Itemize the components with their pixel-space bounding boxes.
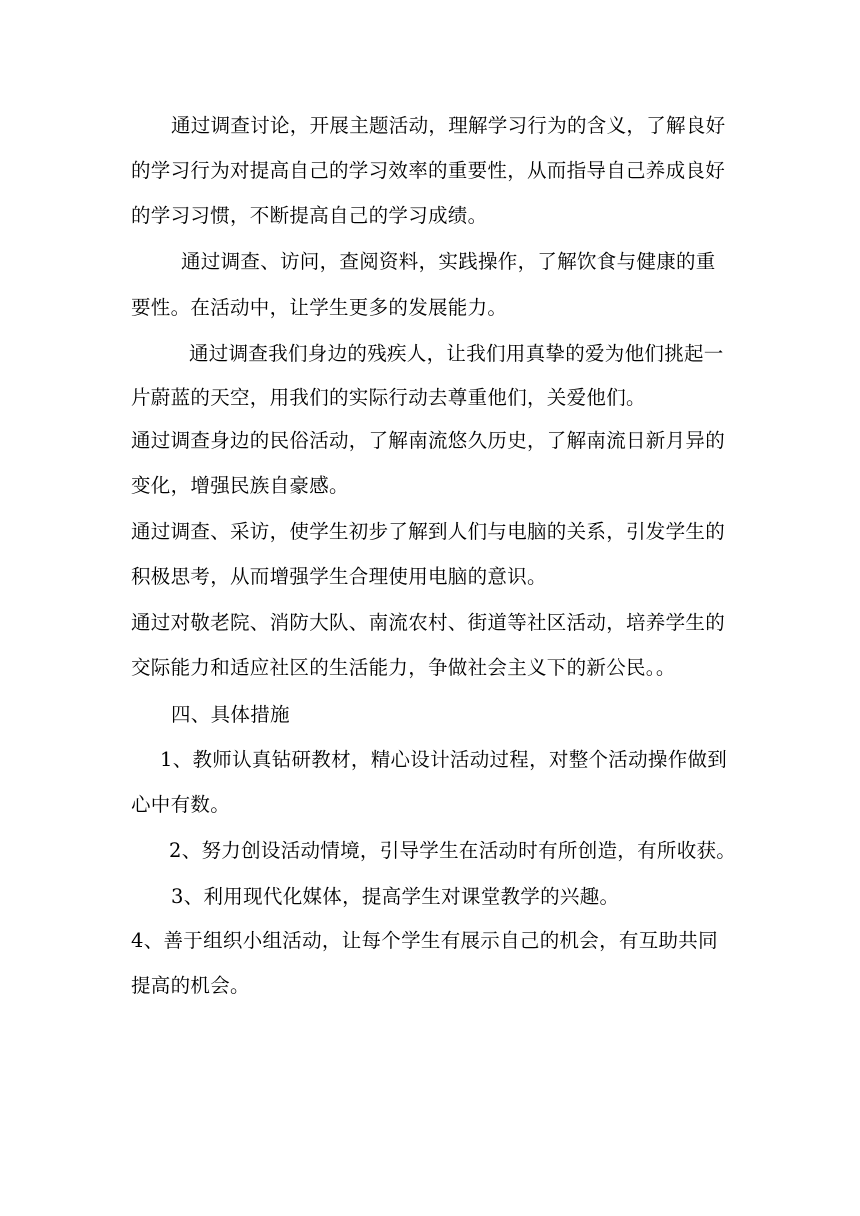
section-heading-measures: 四、具体措施 bbox=[171, 703, 290, 726]
paragraph-1-line-1: 通过调查讨论，开展主题活动，理解学习行为的含义，了解良好 bbox=[171, 114, 726, 137]
paragraph-5-line-1: 通过调查、采访，使学生初步了解到人们与电脑的关系，引发学生的 bbox=[131, 520, 726, 543]
measure-4-line-2: 提高的机会。 bbox=[131, 974, 250, 997]
paragraph-6-line-2: 交际能力和适应社区的生活能力，争做社会主义下的新公民。。 bbox=[131, 656, 676, 679]
measure-4-line-1: 4、善于组织小组活动，让每个学生有展示自己的机会，有互助共同 bbox=[131, 929, 718, 952]
paragraph-1-line-2: 的学习行为对提高自己的学习效率的重要性，从而指导自己养成良好 bbox=[131, 159, 726, 182]
paragraph-4-line-1: 通过调查身边的民俗活动，了解南流悠久历史，了解南流日新月异的 bbox=[131, 429, 726, 452]
paragraph-2-line-2: 要性。在活动中，让学生更多的发展能力。 bbox=[131, 296, 508, 319]
paragraph-5-line-2: 积极思考，从而增强学生合理使用电脑的意识。 bbox=[131, 565, 547, 588]
measure-3-line-1: 3、利用现代化媒体，提高学生对课堂教学的兴趣。 bbox=[171, 885, 620, 908]
measure-1-line-2: 心中有数。 bbox=[131, 793, 231, 816]
measure-1-line-1: 1、教师认真钻研教材，精心设计活动过程，对整个活动操作做到 bbox=[160, 748, 728, 771]
measure-2-line-1: 2、努力创设活动情境，引导学生在活动时有所创造，有所收获。 bbox=[169, 839, 737, 862]
paragraph-6-line-1: 通过对敬老院、消防大队、南流农村、街道等社区活动，培养学生的 bbox=[131, 611, 726, 634]
paragraph-3-line-2: 片蔚蓝的天空，用我们的实际行动去尊重他们，关爱他们。 bbox=[131, 386, 646, 409]
paragraph-1-line-3: 的学习习惯，不断提高自己的学习成绩。 bbox=[131, 204, 488, 227]
paragraph-2-line-1: 通过调查、访问，查阅资料，实践操作，了解饮食与健康的重 bbox=[181, 250, 716, 273]
paragraph-4-line-2: 变化，增强民族自豪感。 bbox=[131, 474, 349, 497]
paragraph-3-line-1: 通过调查我们身边的残疾人，让我们用真挚的爱为他们挑起一 bbox=[189, 342, 724, 365]
